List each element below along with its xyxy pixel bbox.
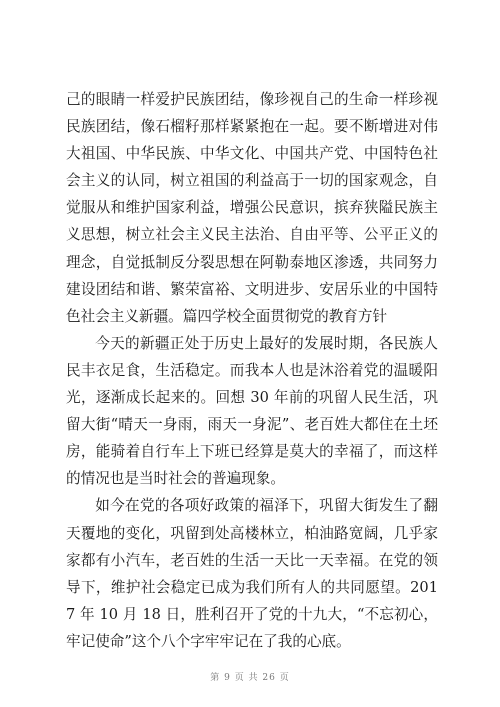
- document-body: [66, 86, 438, 655]
- paragraph-3: 如今在党的各项好政策的福泽下，巩留大街发生了翻天覆地的变化，巩留到处高楼林立，柏油路宽阔，几乎家家都有小汽车，老百姓的生活一天比一天幸福。在党的领导下，维护社会稳定已成为我们所有人的共同愿望。2017 年 10 月 18 日，胜利召开了党的十九大，“不忘初心，牢记使命”这个八个字牢牢记在了我的心底。: [66, 497, 438, 650]
- paragraph-2: 今天的新疆正处于历史上最好的发展时期，各民族人民丰衣足食，生活稳定。而我本人也是沐浴着党的温暖阳光，逐渐成长起来的。回想 30 年前的巩留人民生活，巩留大街“晴天一身雨，雨天一身泥”、老百姓大都住在土坯房，能骑着自行车上下班已经算是莫大的幸福了，而这样的情况也是当时社会的普遍现象。: [66, 334, 438, 488]
- page-number-footer: 第 9 页 共 26 页: [210, 673, 290, 683]
- paragraph-1: 己的眼睛一样爱护民族团结，像珍视自己的生命一样珍视民族团结，像石榴籽那样紧紧抱在一起。要不断增进对伟大祖国、中华民族、中华文化、中国共产党、中国特色社会主义的认同，树立祖国的利益高于一切的国家观念，自觉服从和维护国家利益，增强公民意识，摈弃狭隘民族主义思想，树立社会主义民主法治、自由平等、公平正义的理念，自觉抵制反分裂思想在阿勒泰地区渗透，共同努力建设团结和谐、繁荣富裕、文明进步、安居乐业的中国特色社会主义新疆。篇四学校全面贯彻党的教育方针: [66, 91, 438, 325]
